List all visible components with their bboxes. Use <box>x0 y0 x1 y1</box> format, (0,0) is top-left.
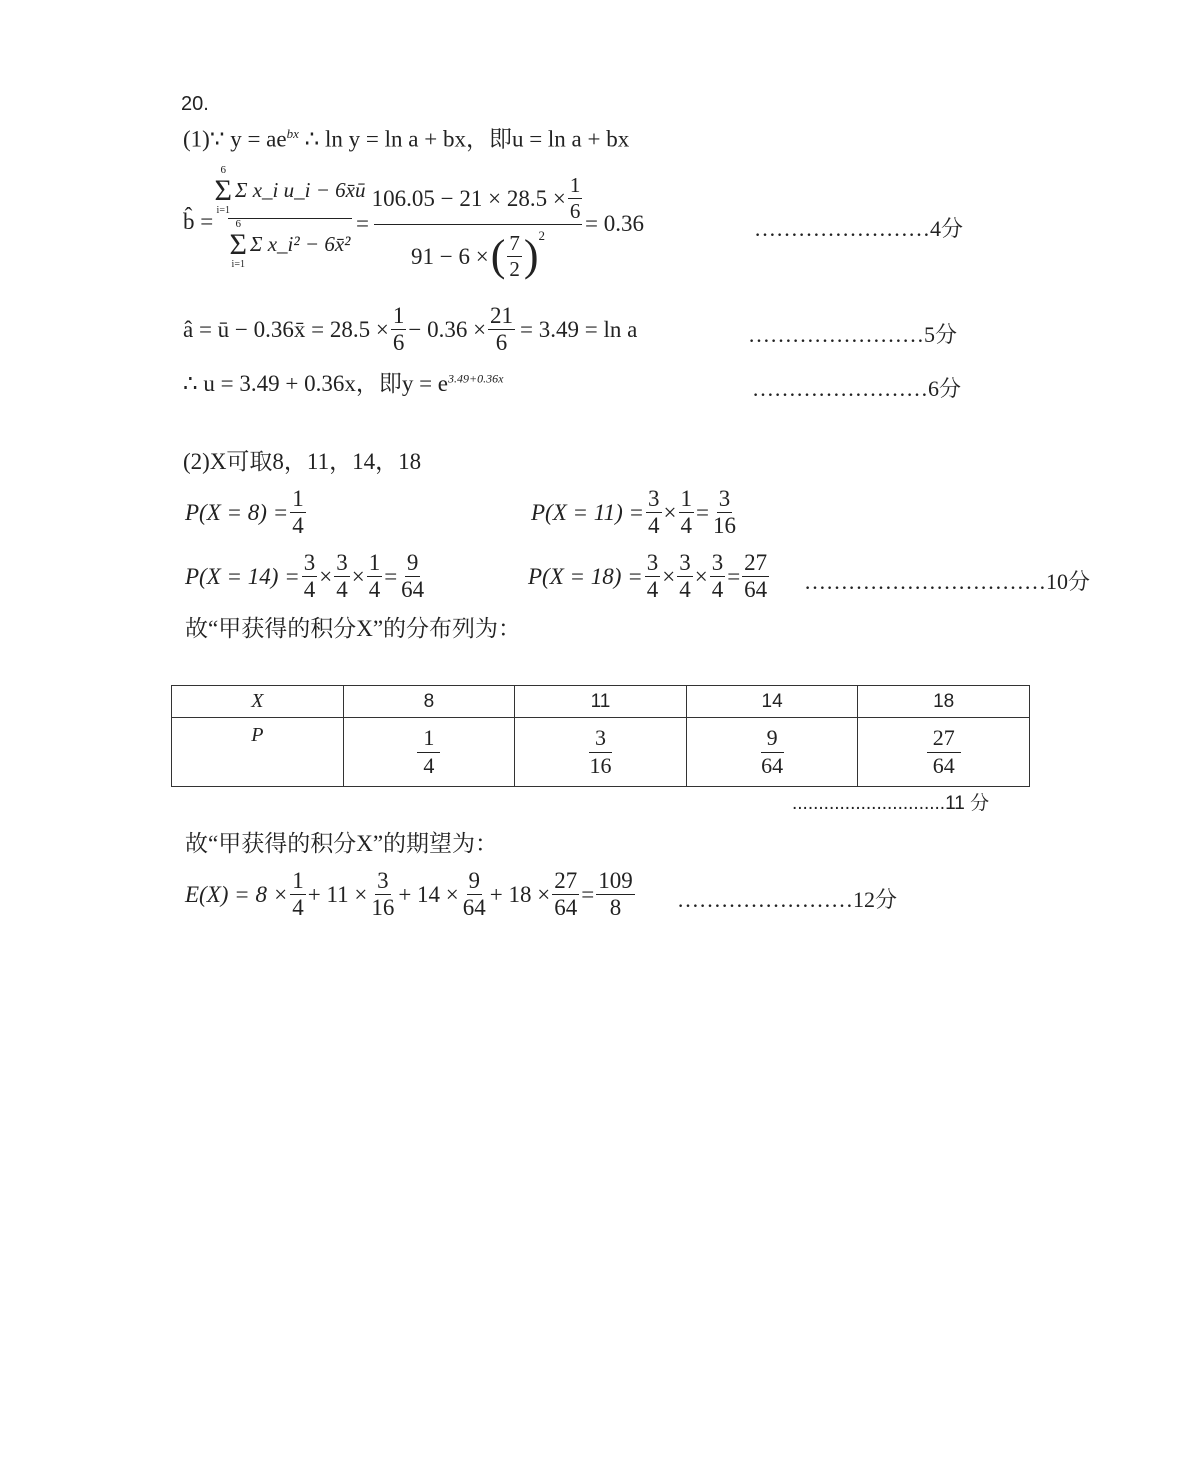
b-mid-num-a: 106.05 − 21 × 28.5 × <box>371 185 566 211</box>
sum-lower-top: i=1 <box>216 205 230 216</box>
frac-den: 64 <box>554 895 578 921</box>
line3-text: ∴ u = 3.49 + 0.36x，即y = e <box>183 371 449 396</box>
frac-num: 1 <box>391 303 407 330</box>
score-5: ……………………5分 <box>748 322 958 347</box>
frac-num: 1 <box>290 486 306 513</box>
part1-line3 <box>183 372 503 395</box>
dist-intro: 故“甲获得的积分X”的分布列为： <box>185 616 522 641</box>
frac-num: 3 <box>646 486 662 513</box>
p14-result <box>399 550 426 604</box>
line1-text: (1)∵ y = ae <box>183 126 287 152</box>
line3-exp: 3.49+0.36x <box>448 371 504 386</box>
p18-result <box>742 550 769 604</box>
b-numeric-fraction <box>371 172 582 287</box>
b-den-block <box>228 219 352 270</box>
b-denominator: Σ x_i² − 6x̄² <box>250 232 351 256</box>
p14-f1 <box>302 550 318 604</box>
frac-den: 4 <box>292 895 304 921</box>
exp-intro: 故“甲获得的积分X”的期望为： <box>185 831 499 856</box>
a-mid: − 0.36 × <box>408 317 487 343</box>
frac-num: 9 <box>405 550 421 577</box>
frac-den: 8 <box>609 895 622 921</box>
p11-result <box>711 486 738 540</box>
p14-label: P(X = 14) = <box>185 564 300 590</box>
sigma-icon: Σ <box>229 228 247 261</box>
times-sign: × <box>351 564 365 590</box>
cell-fraction <box>583 725 617 779</box>
equals-sign: = <box>727 564 741 590</box>
distribution-table <box>171 685 1030 787</box>
frac-den: 16 <box>589 752 612 778</box>
e-f4 <box>552 868 579 922</box>
p8-line <box>185 486 308 540</box>
frac-num: 27 <box>742 550 769 577</box>
part1-line1 <box>183 127 629 151</box>
score-4: ……………………4分 <box>754 216 964 241</box>
e-t4: + 18 × <box>489 882 551 908</box>
times-sign: × <box>694 564 708 590</box>
equals-sign: = <box>384 564 398 590</box>
frac-num: 109 <box>596 868 635 895</box>
p8-frac <box>290 486 306 540</box>
table-header-cell: 8 <box>343 686 515 718</box>
frac-den: 4 <box>292 513 304 539</box>
frac-den: 64 <box>761 752 784 778</box>
equals-sign: = <box>696 500 709 526</box>
p11-f2 <box>679 486 695 540</box>
frac-num: 27 <box>552 868 579 895</box>
sum-lower-bottom: i=1 <box>231 259 245 270</box>
p18-line <box>528 550 771 604</box>
sigma-icon: Σ <box>214 174 232 207</box>
part2-intro: (2)X可取8，11，14，18 <box>183 449 422 474</box>
e-f1 <box>290 868 306 922</box>
e-t3: + 14 × <box>398 882 459 908</box>
p11-line <box>531 486 740 540</box>
line1-exp: bx <box>286 126 299 141</box>
p14-f2 <box>334 550 350 604</box>
p14-f3 <box>367 550 383 604</box>
b-mid-den-a: 91 − 6 × <box>410 243 489 269</box>
frac-num: 27 <box>927 725 961 752</box>
sum-symbol-bottom <box>230 219 247 270</box>
b-mid-den <box>374 225 582 287</box>
cell-fraction <box>927 725 961 779</box>
frac-num: 1 <box>290 868 306 895</box>
cell-fraction <box>755 725 789 779</box>
frac-den: 6 <box>569 198 581 223</box>
b-hat-sum-fraction <box>214 164 366 270</box>
frac-num: 9 <box>467 868 483 895</box>
table-cell <box>686 718 858 787</box>
frac-num: 1 <box>569 173 581 198</box>
table-header-cell: 11 <box>515 686 687 718</box>
p11-label: P(X = 11) = <box>531 500 645 526</box>
p11-f1 <box>646 486 662 540</box>
table-header-cell: 14 <box>686 686 858 718</box>
left-paren: ( <box>490 231 506 280</box>
frac-den: 4 <box>679 577 691 603</box>
frac-num: 3 <box>589 725 612 752</box>
frac-den: 4 <box>303 577 316 603</box>
b-result: = 0.36 <box>585 211 644 236</box>
p18-f1 <box>645 550 661 604</box>
b-equals: = <box>356 211 369 236</box>
a-frac2 <box>488 303 515 357</box>
times-sign: × <box>662 564 676 590</box>
a-hat-line-a: â = ū − 0.36x̄ = 28.5 × <box>183 317 389 343</box>
frac-num: 21 <box>488 303 515 330</box>
p18-f3 <box>710 550 726 604</box>
a-hat-line <box>183 303 637 357</box>
table-cell <box>515 718 687 787</box>
score-10: ……………………………10分 <box>804 569 1091 594</box>
frac-den: 4 <box>423 752 435 778</box>
line1-rest: ∴ ln y = ln a + bx，即u = ln a + bx <box>298 126 630 152</box>
e-t2: + 11 × <box>307 882 368 908</box>
e-f2 <box>369 868 396 922</box>
frac-den: 64 <box>401 577 425 603</box>
frac-den: 64 <box>932 752 955 778</box>
square-exp: 2 <box>538 228 545 243</box>
frac-den: 6 <box>495 330 508 356</box>
b-hat-label: b̂ = <box>183 209 214 234</box>
b-numerator: Σ x_i u_i − 6x̄ū <box>235 178 366 202</box>
right-paren: ) <box>523 231 539 280</box>
frac-den: 4 <box>711 577 724 603</box>
frac-den: 16 <box>712 513 736 539</box>
sum-symbol-top <box>215 165 232 216</box>
frac-num: 3 <box>645 550 661 577</box>
expectation-line <box>185 868 637 922</box>
table-header-row <box>172 686 1030 718</box>
frac-den: 16 <box>371 895 395 921</box>
score-6: ……………………6分 <box>752 376 962 401</box>
frac-num: 3 <box>302 550 318 577</box>
frac-num: 1 <box>417 725 440 752</box>
frac-num: 3 <box>375 868 391 895</box>
frac-den: 4 <box>336 577 348 603</box>
cell-fraction <box>417 725 440 779</box>
e-f3 <box>461 868 488 922</box>
frac-den: 4 <box>646 577 659 603</box>
frac-num: 3 <box>710 550 726 577</box>
a-result: = 3.49 = ln a <box>520 317 638 343</box>
frac-num: 3 <box>677 550 693 577</box>
e-eq: = <box>581 882 595 908</box>
p18-label: P(X = 18) = <box>528 564 643 590</box>
table-row <box>172 718 1030 787</box>
table-header-cell: X <box>172 686 344 718</box>
table-row-label: P <box>172 718 344 787</box>
b-num-block <box>214 164 366 216</box>
frac-den: 6 <box>392 330 405 356</box>
table-cell <box>343 718 515 787</box>
b-mid-num-frac <box>568 173 583 222</box>
frac-den: 64 <box>462 895 486 921</box>
p18-f2 <box>677 550 693 604</box>
frac-num: 1 <box>679 486 695 513</box>
times-sign: × <box>319 564 333 590</box>
p14-line <box>185 550 428 604</box>
exp-label: E(X) = 8 × <box>185 882 289 908</box>
frac-num: 9 <box>761 725 784 752</box>
frac-num: 7 <box>509 231 520 256</box>
score-11: .............................11 分 <box>792 793 990 814</box>
frac-den: 4 <box>648 513 660 539</box>
frac-den: 4 <box>368 577 381 603</box>
frac-num: 3 <box>717 486 733 513</box>
frac-den: 4 <box>680 513 692 539</box>
score-12: ……………………12分 <box>677 887 898 912</box>
table-header-cell: 18 <box>858 686 1030 718</box>
sum-upper-bottom: 6 <box>235 218 242 230</box>
b-mid-den-frac <box>507 231 522 280</box>
table-cell <box>858 718 1030 787</box>
frac-num: 1 <box>367 550 383 577</box>
frac-den: 2 <box>509 256 520 281</box>
b-mid-num <box>371 172 582 224</box>
frac-num: 3 <box>334 550 350 577</box>
problem-number: 20. <box>181 93 209 115</box>
a-frac1 <box>391 303 407 357</box>
frac-den: 64 <box>744 577 768 603</box>
p8-label: P(X = 8) = <box>185 500 289 526</box>
sum-upper-top: 6 <box>220 164 227 176</box>
times-sign: × <box>663 500 677 526</box>
e-result <box>596 868 635 922</box>
